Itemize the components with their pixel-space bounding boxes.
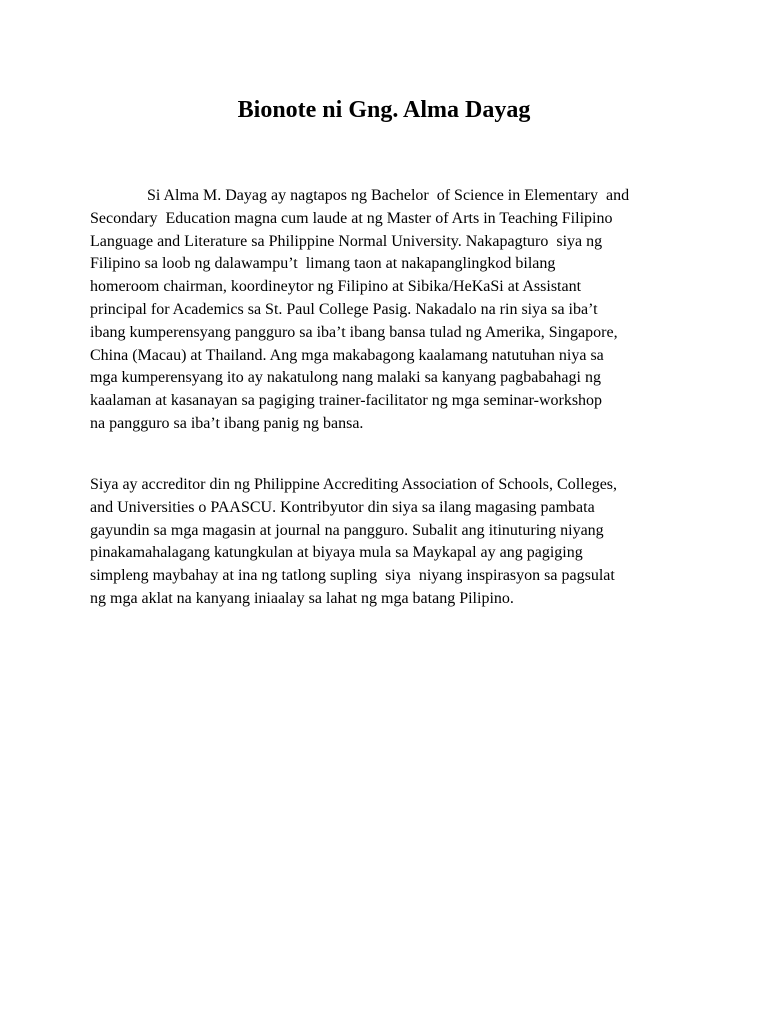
paragraph-1-line: principal for Academics sa St. Paul College Pasig. Nakadalo na rin siya sa iba’t (90, 300, 598, 318)
paragraph-1-line: ibang kumperensyang pangguro sa iba’t ibang bansa tulad ng Amerika, Singapore, (90, 323, 618, 341)
document-title: Bionote ni Gng. Alma Dayag (237, 97, 531, 123)
bionote-paragraph-2 (90, 474, 680, 611)
paragraph-2-line: and Universities o PAASCU. Kontribyutor din siya sa ilang magasing pambata (90, 498, 595, 516)
paragraph-1-line: na pangguro sa iba’t ibang panig ng bansa. (90, 414, 364, 432)
paragraph-2-line: Siya ay accreditor din ng Philippine Accrediting Association of Schools, Colleges, (90, 476, 618, 493)
paragraph-1-line: kaalaman at kasanayan sa pagiging trainer-facilitator ng mga seminar-workshop (90, 392, 603, 410)
paragraph-1-line: Secondary Education magna cum laude at ng Master of Arts in Teaching Filipino (90, 209, 613, 227)
paragraph-2-line: ng mga aklat na kanyang iniaalay sa lahat ng mga batang Pilipino. (90, 589, 514, 607)
paragraph-1-line: Filipino sa loob ng dalawampu’t limang taon at nakapanglingkod bilang (90, 255, 556, 273)
paragraph-2-line: pinakamahalagang katungkulan at biyaya mula sa Maykapal ay ang pagiging (90, 544, 583, 562)
paragraph-1-line: Language and Literature sa Philippine Normal University. Nakapagturo siya ng (90, 232, 603, 250)
paragraph-2-line: simpleng maybahay at ina ng tatlong supling siya niyang inspirasyon sa pagsulat (90, 567, 615, 585)
paragraph-1-line: mga kumperensyang ito ay nakatulong nang malaki sa kanyang pagbabahagi ng (90, 369, 601, 387)
paragraph-1-line: China (Macau) at Thailand. Ang mga makabagong kaalamang natutuhan niya sa (90, 346, 604, 364)
paragraph-2-line: gayundin sa mga magasin at journal na pangguro. Subalit ang itinuturing niyang (90, 521, 604, 539)
paragraph-1-line: Si Alma M. Dayag ay nagtapos ng Bachelor of Science in Elementary and (147, 187, 630, 204)
bionote-paragraph-1 (90, 185, 680, 436)
paragraph-1-line: homeroom chairman, koordineytor ng Filipino at Sibika/HeKaSi at Assistant (90, 278, 582, 296)
